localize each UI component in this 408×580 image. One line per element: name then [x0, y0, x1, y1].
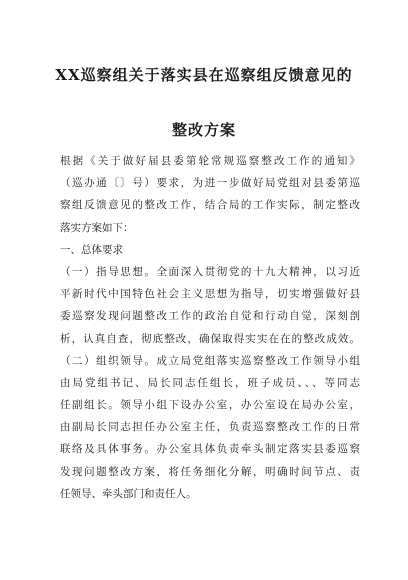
body-line: 委巡察发现问题整改工作的政治自觉和行动自觉，深刻剖 [60, 310, 360, 323]
document-title-line-1: XX巡察组关于落实县在巡察组反馈意见的 [55, 66, 353, 84]
section-heading: 一、总体要求 [60, 243, 123, 256]
body-line: 析，认真自查，彻底整改，确保取得实实在在的整改成效。 [60, 332, 360, 345]
body-line: 平新时代中国特色社会主义思想为指导，切实增强做好县 [60, 288, 360, 301]
document-title-line-2: 整改方案 [171, 121, 236, 139]
body-line: 发现问题整改方案，将任务细化分解，明确时间节点、责 [60, 465, 360, 478]
body-line: 察组反馈意见的整改工作，结合局的工作实际，制定整改 [60, 199, 360, 212]
body-line: 落实方案如下： [60, 221, 134, 234]
body-line: （二）组织领导。成立局党组落实巡察整改工作领导小组 [60, 354, 360, 367]
body-line: 任副组长。领导小组下设办公室，办公室设在局办公室， [60, 399, 360, 412]
body-line: 由副局长同志担任办公室主任，负责巡察整改工作的日常 [60, 421, 360, 434]
body-line: （一）指导思想。全面深入贯彻党的十九大精神，以习近 [60, 265, 360, 278]
body-line: 联络及具体事务。办公室具体负责牵头制定落实县委巡察 [60, 443, 360, 456]
document-body [60, 150, 360, 505]
body-line: （巡办通〔〕号）要求，为进一步做好局党组对县委第巡 [60, 177, 360, 190]
body-line: 根据《关于做好届县委第轮常规巡察整改工作的通知》 [60, 155, 360, 167]
body-line: 由局党组书记、局长同志任组长，班子成员、、、等同志 [60, 376, 360, 389]
body-line: 任领导、牵头部门和责任人。 [60, 487, 197, 500]
